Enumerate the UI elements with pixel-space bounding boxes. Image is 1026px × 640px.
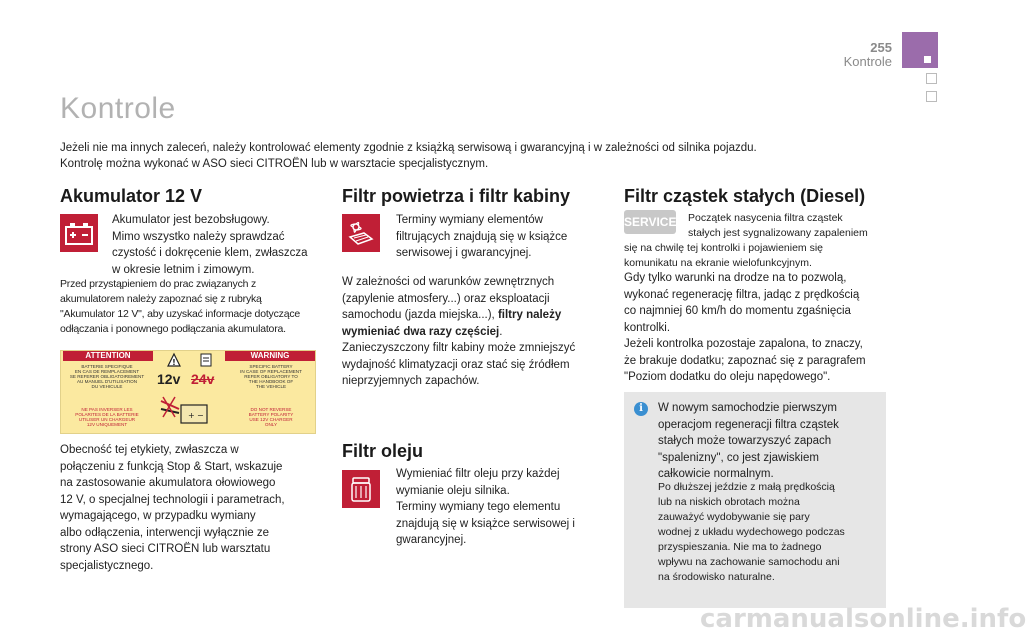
battery-heading: Akumulator 12 V [60, 186, 203, 206]
text-line: że brakuje dodatku; zapoznać się z paragrafem [624, 354, 866, 367]
label-warning: WARNING [225, 351, 315, 361]
tab-dot [924, 56, 931, 63]
text-line: filtrujących znajdują się w książce [396, 230, 568, 243]
svg-text:+: + [188, 411, 195, 420]
text-line: znajdują się w książce serwisowej i [396, 517, 575, 530]
manual-icon [199, 353, 213, 367]
text-line: gwarancyjnej. [396, 534, 467, 546]
text-line: operacjom regeneracji filtra cząstek [658, 418, 839, 431]
text-line: Terminy wymiany elementów [396, 214, 543, 226]
label-line: NE PAS INVERSER LES [81, 407, 133, 412]
air-filter-text [396, 212, 606, 262]
text-line: na środowisko naturalne. [658, 571, 775, 583]
text-line: Mimo wszystko należy sprawdzać [112, 230, 285, 243]
emphasis-text: wymieniać dwa razy częściej [342, 325, 500, 338]
text-line: Po dłuższej jeździe z małą prędkością [658, 481, 835, 493]
text-line: specjalistycznego. [60, 559, 154, 572]
label-fr-top [63, 364, 151, 389]
text-span: . [499, 325, 503, 338]
label-line: THE HANDBOOK OF [248, 379, 294, 384]
text-line: Akumulator jest bezobsługowy. [112, 214, 270, 226]
text-line: na zastosowanie akumulatora ołowiowego [60, 477, 276, 489]
text-line: akumulatorem należy zapoznać się z rubryką [60, 293, 262, 305]
text-line [342, 324, 612, 341]
section-tab-empty[interactable] [926, 73, 937, 84]
label-line: SPECIFIC BATTERY [249, 364, 293, 369]
battery-warning-label [60, 350, 316, 434]
label-line: THE VEHICLE [255, 384, 287, 389]
battery-text [112, 212, 322, 278]
label-line: SE REFERER OBLIGATOIREMENT [69, 374, 145, 379]
label-line: ONLY [264, 422, 278, 427]
text-line: się na chwilę tej kontrolki i pojawieniem się [624, 242, 824, 254]
info-note [624, 392, 886, 608]
note-text [658, 400, 880, 483]
text-line: Początek nasycenia filtra cząstek [688, 212, 843, 224]
battery-cables-icon [159, 395, 225, 429]
text-line: stałych może towarzyszyć zapach [658, 435, 832, 447]
text-line: (zapylenie atmosfery...) oraz eksploatacji [342, 292, 550, 305]
oil-filter-icon [342, 470, 380, 508]
text-line: serwisowej i gwarancyjnej. [396, 247, 532, 259]
text-line: W zależności od warunków zewnętrznych [342, 276, 555, 288]
label-line: IN CASE OF REPLACEMENT [240, 369, 302, 374]
svg-text:!: ! [172, 358, 176, 367]
note-small-text [658, 480, 882, 585]
oil-filter-heading: Filtr oleju [342, 441, 423, 461]
page-number: 255 [870, 40, 892, 55]
text-line: nieprzyjemnych zapachów. [342, 375, 480, 387]
particle-filter-heading: Filtr cząstek stałych (Diesel) [624, 186, 866, 206]
section-name: Kontrole [843, 54, 892, 69]
text-line: lub na niskich obrotach można [658, 496, 800, 508]
text-line: "Akumulator 12 V", aby uzyskać informacje dotyczące [60, 308, 301, 320]
text-line: Obecność tej etykiety, zwłaszcza w [60, 444, 239, 456]
text-line: kontrolki. [624, 321, 671, 334]
label-12v: 12v [157, 371, 181, 387]
label-line: UTILISER UN CHARGEUR [78, 417, 136, 422]
air-filter-icon [342, 214, 380, 252]
section-tab-active[interactable] [902, 32, 938, 68]
info-icon: i [634, 402, 648, 416]
battery-icon [60, 214, 98, 252]
text-line: komunikatu na ekranie wielofunkcyjnym. [624, 257, 812, 269]
text-line: 12 V, o specjalnej technologii i parametrach, [60, 493, 285, 506]
label-24v: 24v [191, 371, 215, 387]
label-en-bottom [227, 407, 315, 427]
text-line: Zanieczyszczony filtr kabiny może zmniejszyć [342, 342, 576, 354]
text-line: odłączania i ponownego podłączania akumulatora. [60, 323, 286, 335]
text-line: W nowym samochodzie pierwszym [658, 402, 837, 414]
text-line: wpływu na zachowanie samochodu ani [658, 556, 840, 568]
text-line: co najmniej 60 km/h do momentu zgaśnięcia [624, 305, 851, 317]
label-attention: ATTENTION [63, 351, 153, 361]
label-line: DO NOT REVERSE [250, 407, 292, 412]
label-line: USE 12V CHARGER [249, 417, 293, 422]
label-line: EN CAS DE REMPLACEMENT [74, 369, 140, 374]
emphasis-text: filtry należy [497, 309, 562, 321]
air-filter-heading: Filtr powietrza i filtr kabiny [342, 186, 571, 206]
text-line: czystość i dokręcenie klem, zwłaszcza [112, 247, 308, 259]
text-line: Gdy tylko warunki na drodze na to pozwolą, [624, 272, 847, 284]
text-line: strony ASO sieci CITROËN lub warsztatu [60, 543, 271, 555]
text-span: samochodu (jazda miejska...), [342, 309, 498, 321]
intro-text [60, 140, 860, 172]
label-line: REFER OBLIGATORY TO [244, 374, 298, 379]
label-line: POLARITES DE LA BATTERIE [75, 412, 139, 417]
text-line: w okresie letnim i zimowym. [112, 263, 255, 276]
page-title: Kontrole [60, 92, 176, 125]
text-line: "spalenizny", co jest zjawiskiem [658, 451, 819, 464]
label-line: AU MANUEL D'UTILISATION [76, 379, 138, 384]
text-line: Przed przystąpieniem do prac związanych z [60, 278, 257, 290]
section-tab-empty[interactable] [926, 91, 937, 102]
text-line: "Poziom dodatku do oleju napędowego". [624, 371, 831, 383]
particle-filter-text [624, 270, 894, 386]
label-line: BATTERIE SPECIFIQUE [81, 364, 133, 369]
text-line: przyspieszania. Nie ma to żadnego [658, 541, 822, 553]
text-line: stałych jest sygnalizowany zapaleniem [688, 227, 868, 239]
label-line: DU VEHICULE [91, 384, 123, 389]
text-line: wydajność klimatyzacji oraz stać się źródłem [342, 358, 570, 371]
label-line: 12V UNIQUEMENT [86, 422, 128, 427]
text-line: wymianie oleju silnika. [396, 484, 510, 497]
particle-filter-intro-cont [624, 241, 894, 271]
label-line: BATTERY POLARITY [248, 412, 294, 417]
intro-line: Kontrolę można wykonać w ASO sieci CITROËN lub w warsztacie specjalistycznym. [60, 158, 489, 170]
label-en-top [227, 364, 315, 389]
text-line [342, 307, 612, 324]
warning-triangle-icon [167, 353, 181, 367]
text-line: Terminy wymiany tego elementu [396, 501, 561, 513]
air-filter-para [342, 274, 612, 390]
text-line: wymagającego, w przypadku wymiany [60, 510, 256, 522]
battery-label-text [60, 442, 320, 574]
text-line: połączeniu z funkcją Stop & Start, wskazuje [60, 460, 283, 473]
service-warning-icon: SERVICE [624, 210, 676, 234]
label-fr-bottom [63, 407, 151, 427]
intro-line: Jeżeli nie ma innych zaleceń, należy kontrolować elementy zgodnie z książką serwisową i gwarancyjną i w zależności od silnika pojazdu. [60, 142, 757, 154]
text-line: zauważyć wydobywanie się pary [658, 511, 810, 523]
text-line: Wymieniać filtr oleju przy każdej [396, 468, 560, 480]
svg-text:−: − [197, 411, 204, 420]
text-line: wykonać regenerację filtra, jadąc z prędkością [624, 288, 860, 301]
particle-filter-intro [688, 211, 888, 241]
text-line: albo odłączenia, interwencji wyłącznie ze [60, 526, 270, 539]
oil-filter-text [396, 466, 606, 549]
watermark: carmanualsonline.info [700, 604, 1026, 634]
text-line: wodnej z układu wydechowego podczas [658, 526, 845, 538]
text-line: całkowicie normalnym. [658, 468, 774, 480]
battery-note [60, 277, 330, 337]
text-line: Jeżeli kontrolka pozostaje zapalona, to znaczy, [624, 338, 863, 350]
